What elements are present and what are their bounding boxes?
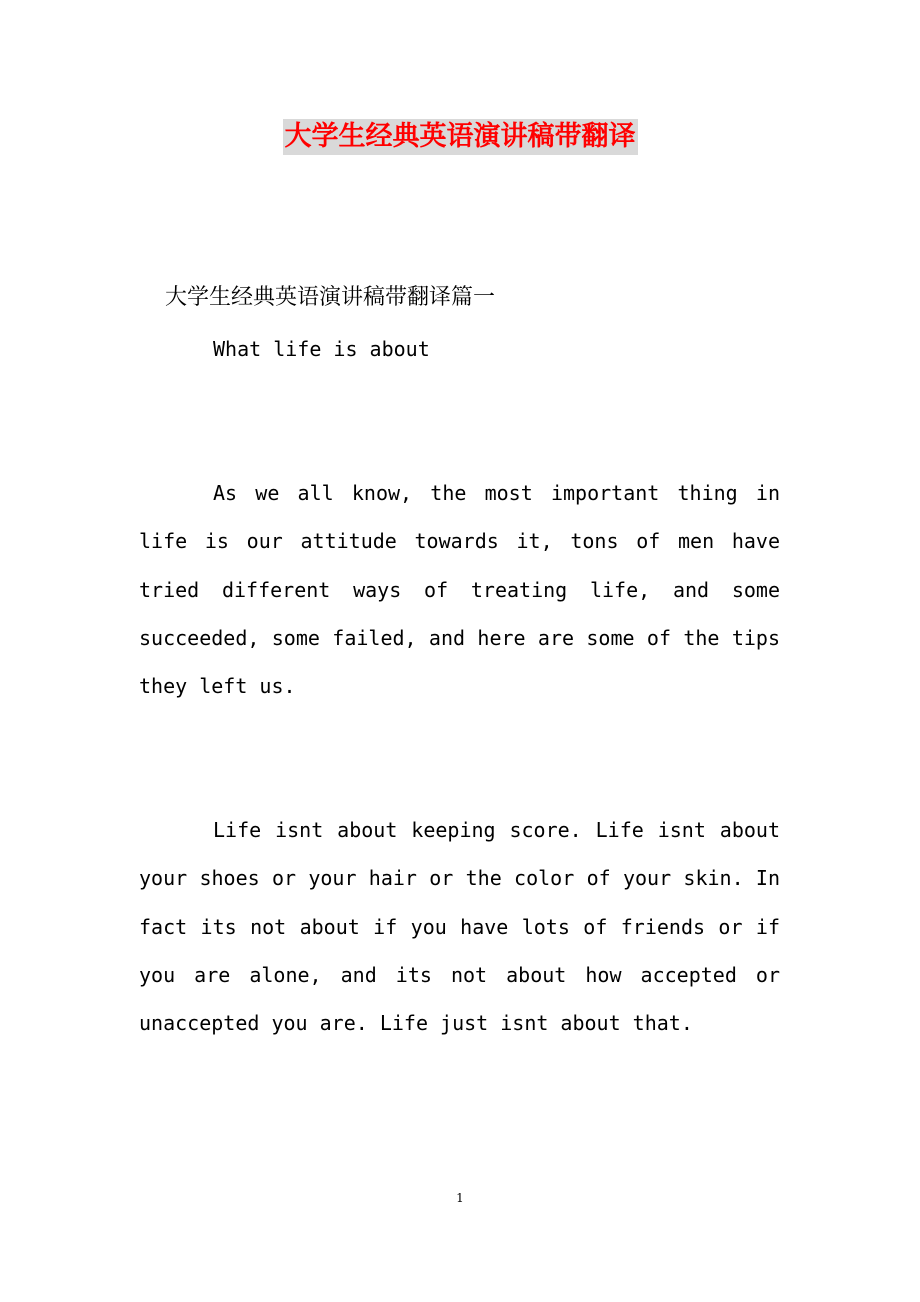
body-paragraph: Life isnt about keeping score. Life isnt about your shoes or your hair or the color of your skin. In fact its not about if you have lots of friends or if you are alone, and its not about how accepted or unaccepted you are. Life just isnt about that.	[139, 818, 780, 1036]
page-number: 1	[456, 1191, 464, 1205]
speech-subtitle: What life is about	[213, 337, 430, 361]
document-title	[0, 116, 920, 155]
body-paragraph: As we all know, the most important thing in life is our attitude towards it, tons of men have tried different ways of treating life, and some succeeded, some failed, and here are some of the tips they left us.	[139, 481, 780, 699]
document-title-text: 大学生经典英语演讲稿带翻译	[283, 119, 638, 155]
section-heading: 大学生经典英语演讲稿带翻译篇一	[165, 285, 496, 310]
